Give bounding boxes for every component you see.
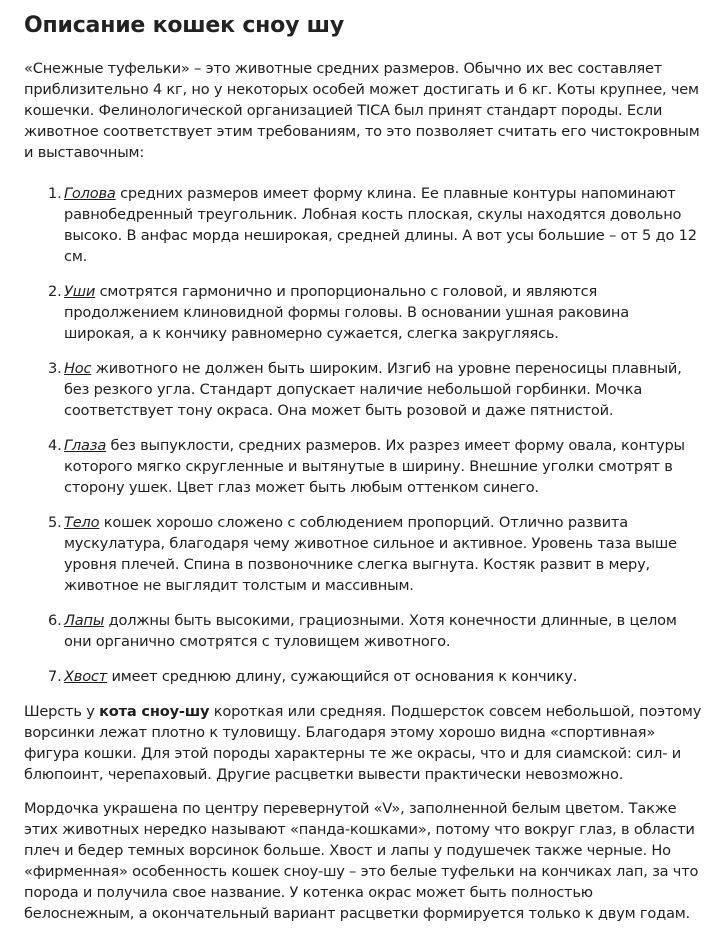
list-item	[24, 281, 703, 344]
feature-text: имеет среднюю длину, сужающийся от основания к кончику.	[107, 668, 578, 685]
list-number: 4.	[48, 437, 62, 454]
coat-text-before: Шерсть у	[24, 703, 100, 720]
feature-text: животного не должен быть широким. Изгиб на уровне переносицы плавный, без резкого угла. Стандарт допускает наличие небольшой горбинки. Мочка соответствует тону окраса. Она может быть розовой и даже пятнистой.	[64, 360, 682, 419]
list-item	[24, 183, 703, 267]
list-number: 7.	[48, 668, 62, 685]
feature-text: смотрятся гармонично и пропорционально с головой, и являются продолжением клиновидной формы головы. В основании ушная раковина широкая, а к кончику равномерно сужается, слегка закругляясь.	[64, 283, 629, 342]
list-item	[24, 435, 703, 498]
feature-term: Голова	[64, 185, 116, 202]
coat-paragraph	[24, 701, 703, 785]
feature-text: должны быть высокими, грациозными. Хотя конечности длинные, в целом они органично смотрятся с туловищем животного.	[64, 612, 677, 650]
feature-term: Хвост	[64, 668, 108, 685]
feature-term: Тело	[64, 514, 100, 531]
coat-bold-term: кота сноу-шу	[99, 703, 210, 720]
feature-text: без выпуклости, средних размеров. Их разрез имеет форму овала, контуры которого мягко скругленные и вытянутые в ширину. Внешние уголки смотрят в сторону ушек. Цвет глаз может быть любым оттенком синего.	[64, 437, 685, 496]
list-item	[24, 512, 703, 596]
list-number: 1.	[48, 185, 62, 202]
intro-paragraph: «Снежные туфельки» – это животные средних размеров. Обычно их вес составляет приблизительно 4 кг, но у некоторых особей может достигать и 6 кг. Коты крупнее, чем кошечки. Фелинологической организацией TICA был принят стандарт породы. Если животное соответствует этим требованиям, то это позволяет считать его чистокровным и выставочным:	[24, 60, 700, 161]
feature-term: Лапы	[64, 612, 105, 629]
feature-text: средних размеров имеет форму клина. Ее плавные контуры напоминают равнобедренный треугольник. Лобная кость плоская, скулы находятся довольно высоко. В анфас морда неширокая, средней длины. А вот усы большие – от 5 до 12 см.	[64, 185, 697, 265]
feature-text: кошек хорошо сложено с соблюдением пропорций. Отлично развита мускулатура, благодаря чему животное сильное и активное. Уровень таза выше уровня плечей. Спина в позвоночнике слегка выгнута. Костяк развит в меру, животное не выглядит толстым и массивным.	[64, 514, 677, 594]
list-number: 2.	[48, 283, 62, 300]
list-item	[24, 358, 703, 421]
page-title: Описание кошек сноу шу	[24, 13, 344, 38]
feature-term: Нос	[64, 360, 92, 377]
list-number: 3.	[48, 360, 62, 377]
muzzle-paragraph: Мордочка украшена по центру перевернутой «V», заполненной белым цветом. Также этих животных нередко называют «панда-кошками», потому что вокруг глаз, в области плеч и бедер темных ворсинок больше. Хвост и лапы у подушечек также черные. Но «фирменная» особенность кошек сноу-шу – это белые туфельки на кончиках лап, за что порода и получила свое название. У котенка окрас может быть полностью белоснежным, а окончательный вариант расцветки формируется только к двум годам.	[24, 800, 699, 922]
coat-text-after: короткая или средняя. Подшерсток совсем небольшой, поэтому ворсинки лежат плотно к туловищу. Благодаря этому хорошо видна «спортивная» фигура кошки. Для этой породы характерны те же окрасы, что и для сиамской: сил- и блюпоинт, черепаховый. Другие расцветки вывести практически невозможно.	[24, 703, 702, 783]
feature-list	[24, 183, 703, 687]
list-number: 6.	[48, 612, 62, 629]
list-item	[24, 610, 703, 652]
feature-term: Уши	[64, 283, 96, 300]
feature-term: Глаза	[64, 437, 107, 454]
list-number: 5.	[48, 514, 62, 531]
list-item	[24, 666, 703, 687]
